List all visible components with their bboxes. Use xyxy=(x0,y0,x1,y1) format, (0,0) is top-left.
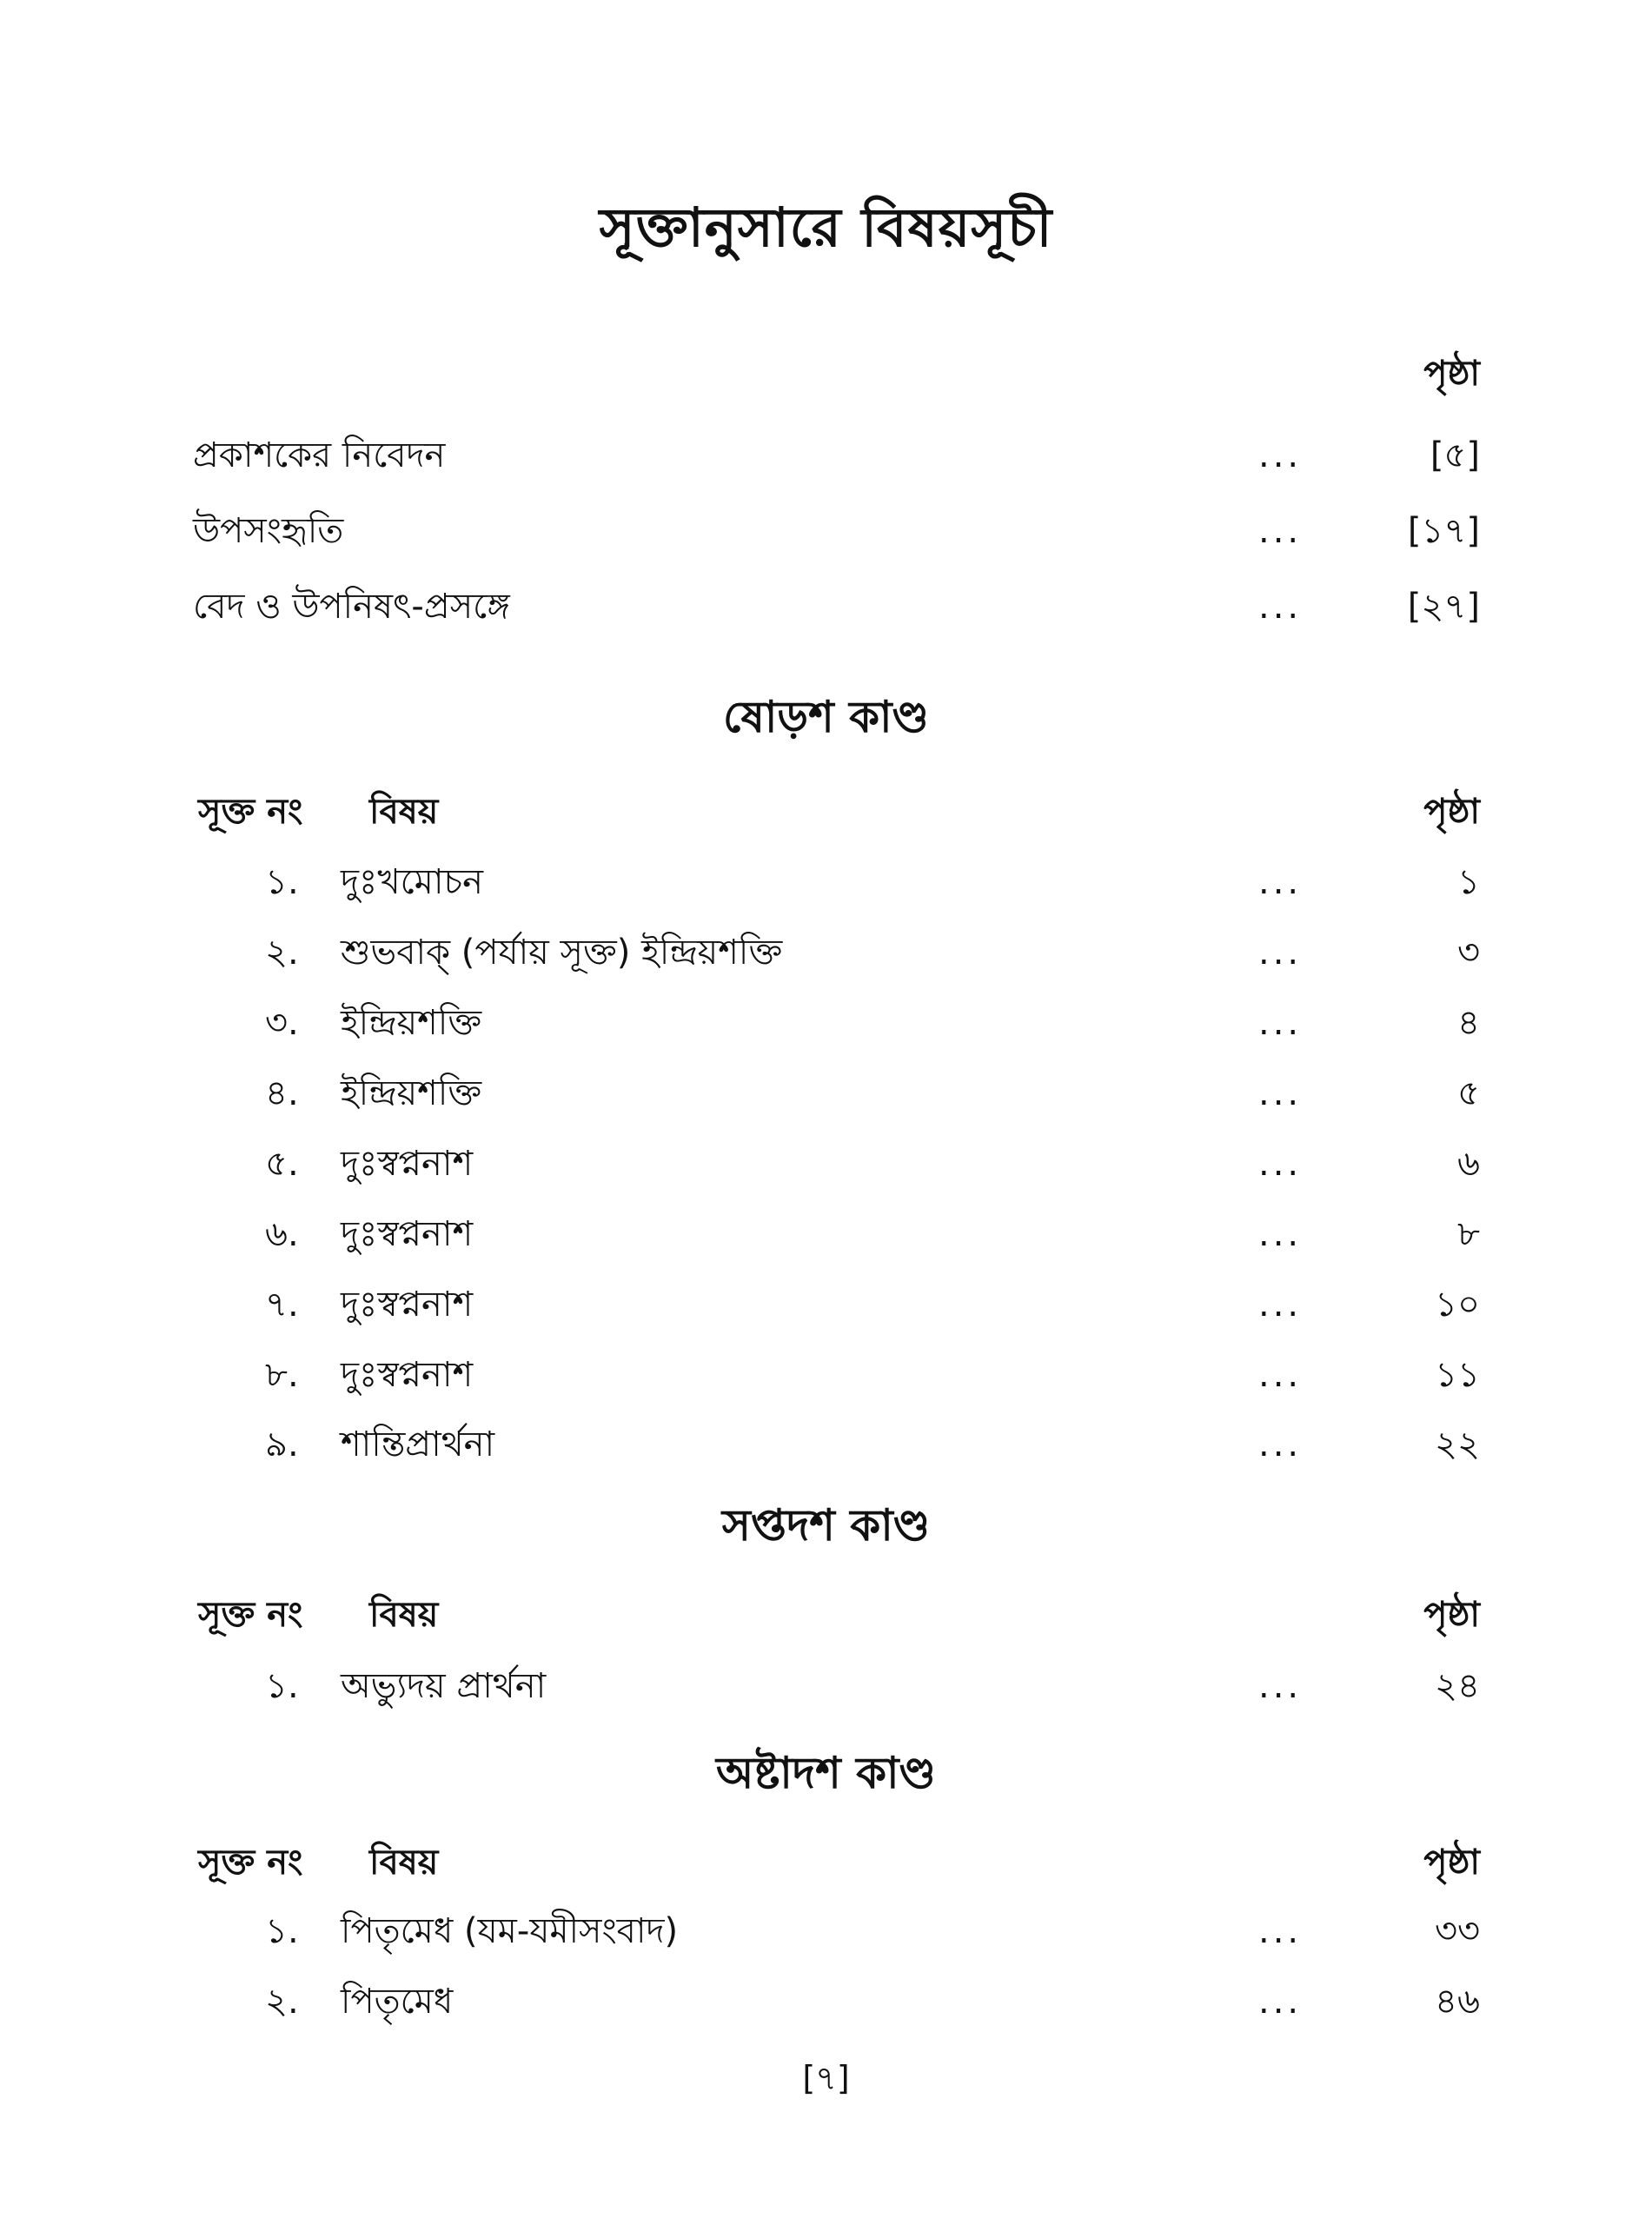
entry-page: ১ xyxy=(1457,862,1480,902)
entry-page: [২৭] xyxy=(1407,587,1480,627)
toc-row xyxy=(0,856,1652,908)
leader-dots: ... xyxy=(1258,1355,1303,1395)
leader-dots: ... xyxy=(1258,1666,1303,1706)
leader-dots: ... xyxy=(1258,587,1303,627)
toc-row xyxy=(0,1138,1652,1190)
sukta-number: ৭. xyxy=(265,1285,299,1325)
entry-page: ৪ xyxy=(1457,1003,1480,1043)
sukta-number: ৫. xyxy=(265,1144,299,1184)
entry-page: ২২ xyxy=(1434,1425,1480,1465)
front-matter-page-heading: পৃষ্ঠা xyxy=(1423,354,1480,394)
entry-page: ৩৩ xyxy=(1434,1911,1480,1951)
toc-row xyxy=(0,1067,1652,1119)
toc-row xyxy=(0,1349,1652,1401)
entry-page: ৮ xyxy=(1457,1214,1480,1254)
column-subject: বিষয় xyxy=(369,792,439,832)
entry-title: ইন্দ্রিয়শক্তি xyxy=(341,1073,482,1113)
column-header-row xyxy=(0,786,1652,838)
leader-dots: ... xyxy=(1258,1073,1303,1113)
section-heading: সপ্তদশ কাণ্ড xyxy=(721,1500,931,1551)
column-page: পৃষ্ঠা xyxy=(1423,792,1480,832)
entry-title: উপসংহৃতি xyxy=(193,511,344,551)
column-sukta-no: সূক্ত নং xyxy=(198,1595,303,1635)
entry-title: শান্তিপ্রার্থনা xyxy=(341,1425,495,1465)
page-title: সূক্তানুসারে বিষয়সূচী xyxy=(599,196,1053,259)
entry-page: ৬ xyxy=(1456,1144,1480,1184)
column-sukta-no: সূক্ত নং xyxy=(198,1843,303,1883)
entry-page: ১১ xyxy=(1435,1355,1480,1395)
front-matter-row xyxy=(0,505,1652,557)
sukta-number: ১. xyxy=(265,862,299,902)
entry-title: দুঃস্বপ্ননাশ xyxy=(341,1285,474,1325)
page-number-footer: [৭] xyxy=(802,2059,850,2097)
section-heading: ষোড়শ কাণ্ড xyxy=(723,692,929,742)
leader-dots: ... xyxy=(1258,435,1303,475)
entry-title: পিতৃমেধ (যম-যমীসংবাদ) xyxy=(341,1911,679,1951)
column-page: পৃষ্ঠা xyxy=(1423,1595,1480,1635)
section-heading: অষ্টাদশ কাণ্ড xyxy=(716,1748,936,1798)
column-header-row xyxy=(0,1589,1652,1641)
entry-page: ৪৬ xyxy=(1435,1982,1480,2022)
leader-dots: ... xyxy=(1258,1214,1303,1254)
sukta-number: ৪. xyxy=(265,1073,299,1113)
leader-dots: ... xyxy=(1258,1144,1303,1184)
entry-title: প্রকাশকের নিবেদন xyxy=(193,435,446,475)
entry-title: দুঃখমোচন xyxy=(341,862,483,902)
leader-dots: ... xyxy=(1258,1425,1303,1465)
leader-dots: ... xyxy=(1258,1003,1303,1043)
sukta-number: ৯. xyxy=(265,1425,299,1465)
entry-page: ৫ xyxy=(1457,1073,1480,1113)
toc-row xyxy=(0,1418,1652,1471)
front-matter-row xyxy=(0,581,1652,633)
sukta-number: ৩. xyxy=(265,1003,299,1043)
sukta-number: ১. xyxy=(265,1911,299,1951)
entry-page: [৫] xyxy=(1430,435,1480,475)
entry-title: বেদ ও উপনিষৎ-প্রসঙ্গে xyxy=(193,587,510,627)
entry-title: শুভবাক্ (পর্যায় সূক্ত) ইন্দ্রিয়শক্তি xyxy=(341,933,783,973)
leader-dots: ... xyxy=(1258,1911,1303,1951)
column-subject: বিষয় xyxy=(369,1843,439,1883)
leader-dots: ... xyxy=(1258,933,1303,973)
toc-row xyxy=(0,1208,1652,1260)
leader-dots: ... xyxy=(1258,1285,1303,1325)
column-sukta-no: সূক্ত নং xyxy=(198,792,303,832)
entry-title: ইন্দ্রিয়শক্তি xyxy=(341,1003,482,1043)
leader-dots: ... xyxy=(1258,1982,1303,2022)
column-subject: বিষয় xyxy=(369,1595,439,1635)
leader-dots: ... xyxy=(1258,511,1303,551)
toc-row xyxy=(0,927,1652,979)
toc-row xyxy=(0,1279,1652,1331)
entry-page: ২৪ xyxy=(1435,1666,1480,1706)
entry-page: ১০ xyxy=(1435,1285,1480,1325)
sukta-number: ৮. xyxy=(265,1355,299,1395)
column-page: পৃষ্ঠা xyxy=(1423,1843,1480,1883)
front-matter-row xyxy=(0,429,1652,482)
entry-title: দুঃস্বপ্ননাশ xyxy=(341,1355,474,1395)
entry-title: দুঃস্বপ্ননাশ xyxy=(341,1144,474,1184)
entry-title: দুঃস্বপ্ননাশ xyxy=(341,1214,474,1254)
entry-title: পিতৃমেধ xyxy=(341,1982,454,2022)
entry-page: [১৭] xyxy=(1407,511,1480,551)
sukta-number: ২. xyxy=(265,1982,299,2022)
sukta-number: ১. xyxy=(265,1666,299,1706)
column-header-row xyxy=(0,1836,1652,1889)
sukta-number: ২. xyxy=(265,933,299,973)
toc-row xyxy=(0,1976,1652,2028)
entry-page: ৩ xyxy=(1456,933,1480,973)
sukta-number: ৬. xyxy=(265,1214,299,1254)
leader-dots: ... xyxy=(1258,862,1303,902)
toc-row xyxy=(0,1660,1652,1712)
toc-row xyxy=(0,997,1652,1049)
entry-title: অভ্যুদয় প্রার্থনা xyxy=(341,1666,547,1706)
toc-row xyxy=(0,1905,1652,1957)
